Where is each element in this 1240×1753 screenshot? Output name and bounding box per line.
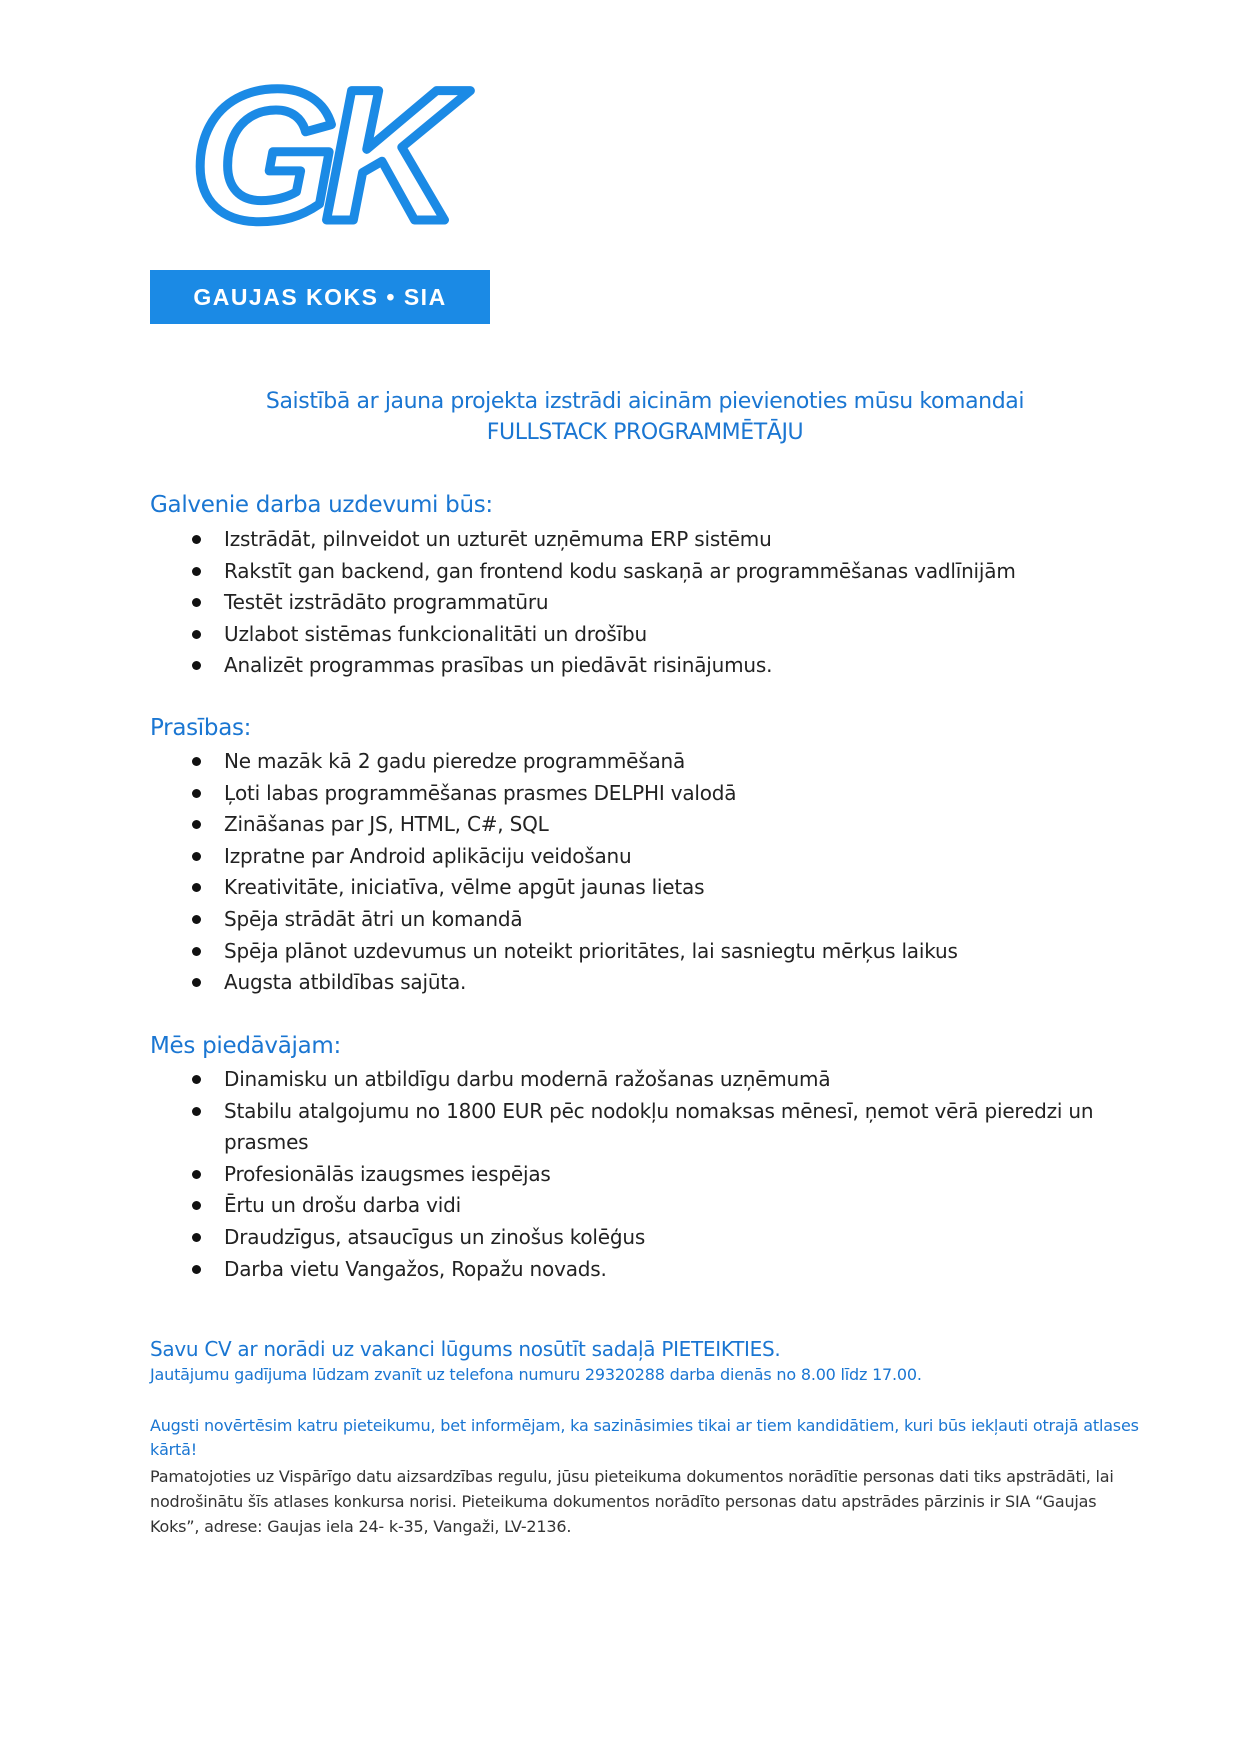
intro-line: Saistībā ar jauna projekta izstrādi aicinām pievienoties mūsu komandai	[265, 389, 1025, 414]
list-item: Spēja plānot uzdevumus un noteikt prioritātes, lai sasniegtu mērķus laikus	[150, 936, 1140, 968]
list-item: Testēt izstrādāto programmatūru	[150, 587, 1140, 619]
list-item: Izpratne par Android aplikāciju veidošanu	[150, 841, 1140, 873]
list-item: Stabilu atalgojumu no 1800 EUR pēc nodokļu nomaksas mēnesī, ņemot vērā pieredzi un prasmes	[150, 1096, 1140, 1159]
selection-note: Augsti novērtēsim katru pieteikumu, bet informējam, ka sazināsimies tikai ar tiem kandidātiem, kuri būs iekļauti otrajā atlases kārtā!	[150, 1416, 1139, 1459]
apply-instruction: Savu CV ar norādi uz vakanci lūgums nosūtīt sadaļā PIETEIKTIES.	[150, 1337, 781, 1361]
list-item: Draudzīgus, atsaucīgus un zinošus kolēģus	[150, 1222, 1140, 1254]
list-item: Uzlabot sistēmas funkcionalitāti un drošību	[150, 619, 1140, 651]
phone-contact: Jautājumu gadījuma lūdzam zvanīt uz telefona numuru 29320288 darba dienās no 8.00 līdz 17.00.	[150, 1365, 922, 1384]
list-item: Analizēt programmas prasības un piedāvāt risinājumus.	[150, 650, 1140, 682]
job-title: FULLSTACK PROGRAMMĒTĀJU	[486, 420, 804, 445]
offer-list	[150, 1064, 1140, 1285]
logo-company-name: GAUJAS KOKS • SIA	[150, 270, 490, 324]
list-item: Darba vietu Vangažos, Ropažu novads.	[150, 1254, 1140, 1286]
list-item: Ļoti labas programmēšanas prasmes DELPHI valodā	[150, 778, 1140, 810]
list-item: Spēja strādāt ātri un komandā	[150, 904, 1140, 936]
list-item: Ne mazāk kā 2 gadu pieredze programmēšanā	[150, 746, 1140, 778]
company-logo	[150, 74, 490, 324]
list-item: Zināšanas par JS, HTML, C#, SQL	[150, 809, 1140, 841]
list-item: Izstrādāt, pilnveidot un uzturēt uzņēmuma ERP sistēmu	[150, 524, 1140, 556]
logo-letters: GK	[191, 74, 445, 234]
list-item: Ērtu un drošu darba vidi	[150, 1190, 1140, 1222]
list-item: Augsta atbildības sajūta.	[150, 967, 1140, 999]
tasks-list	[150, 524, 1140, 682]
offer-heading: Mēs piedāvājam:	[150, 1033, 341, 1059]
gk-logo-mark	[150, 74, 490, 234]
requirements-list	[150, 746, 1140, 999]
requirements-heading: Prasības:	[150, 715, 252, 741]
intro-heading	[150, 386, 1140, 448]
list-item: Rakstīt gan backend, gan frontend kodu saskaņā ar programmēšanas vadlīnijām	[150, 556, 1140, 588]
list-item: Kreativitāte, iniciatīva, vēlme apgūt jaunas lietas	[150, 872, 1140, 904]
list-item: Dinamisku un atbildīgu darbu modernā ražošanas uzņēmumā	[150, 1064, 1140, 1096]
list-item: Profesionālās izaugsmes iespējas	[150, 1159, 1140, 1191]
gdpr-notice: Pamatojoties uz Vispārīgo datu aizsardzības regulu, jūsu pieteikuma dokumentos norādītie personas dati tiks apstrādāti, lai nodrošinātu šīs atlases konkursa norisi. Pieteikuma dokumentos norādīto personas datu apstrādes pārzinis ir SIA “Gaujas Koks”, adrese: Gaujas iela 24- k-35, Vangaži, LV-2136.	[150, 1467, 1114, 1536]
tasks-heading: Galvenie darba uzdevumi būs:	[150, 492, 493, 518]
